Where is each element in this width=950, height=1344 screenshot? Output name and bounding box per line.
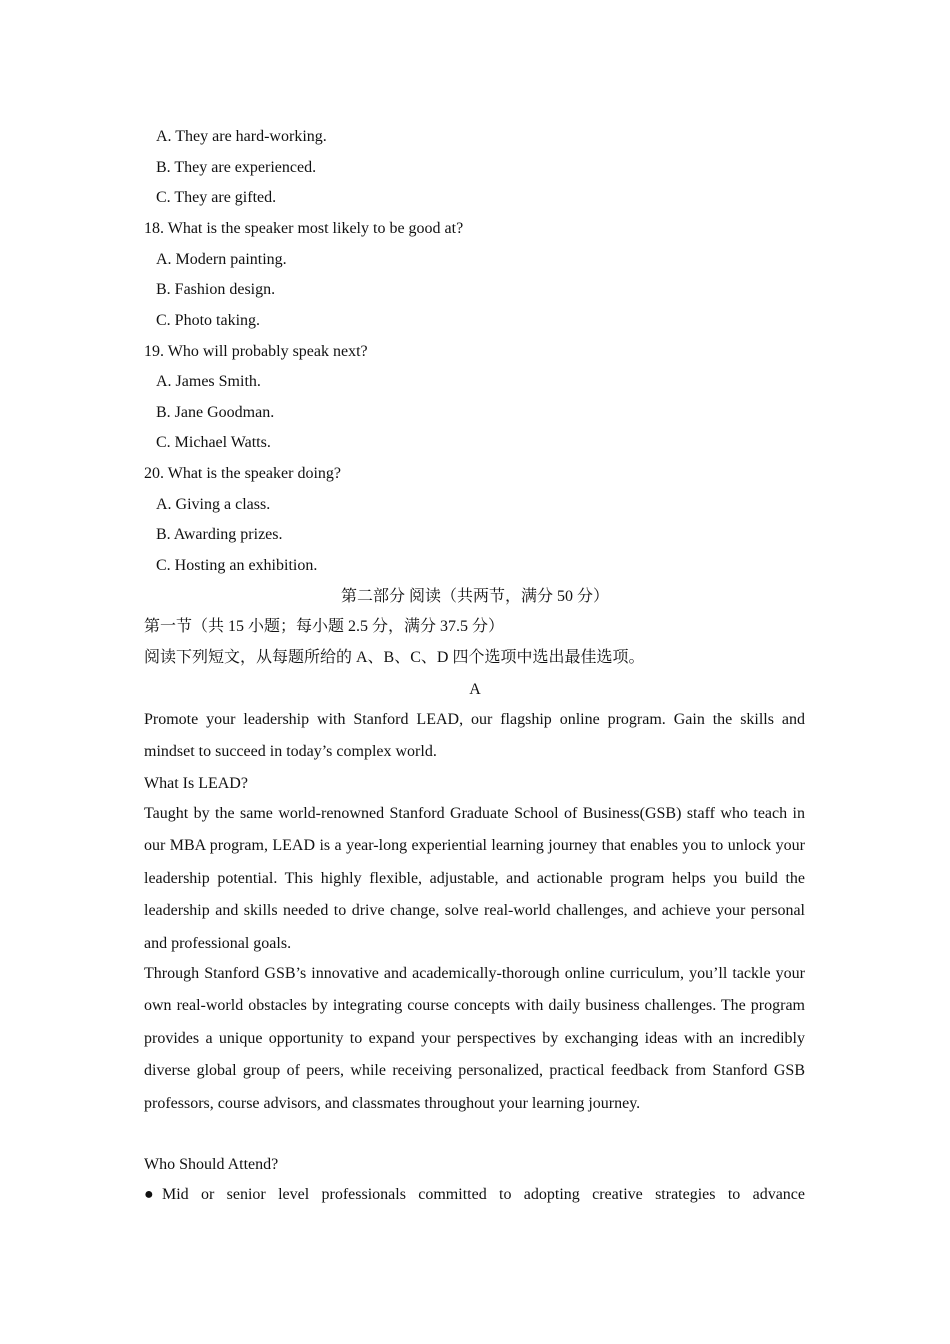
q17-option-a: A. They are hard-working. <box>156 128 327 145</box>
q18-question: 18. What is the speaker most likely to be good at? <box>144 220 464 237</box>
q19-option-a: A. James Smith. <box>156 373 261 390</box>
q17-option-b: B. They are experienced. <box>156 159 317 176</box>
passage-intro: Promote your leadership with Stanford LEAD, our flagship online program. Gain the skills and mindset to succeed in today’s complex world. <box>144 711 805 761</box>
part2-heading: 第二部分 阅读（共两节，满分 50 分） <box>340 588 609 605</box>
what-paragraph: Taught by the same world-renowned Stanford Graduate School of Business(GSB) staff who teach in our MBA program, LEAD is a year-long experiential learning journey that enables you to unlock your leadership potential. This highly flexible, adjustable, and actionable program helps you build the leadership and skills needed to drive change, solve real-world challenges, and achieve your personal and professional goals. <box>144 805 805 952</box>
section-heading-who: Who Should Attend? <box>144 1156 279 1173</box>
section-heading-what: What Is LEAD? <box>144 775 248 792</box>
passage-label: A <box>469 681 481 698</box>
q19-question: 19. Who will probably speak next? <box>144 343 368 360</box>
q20-option-a: A. Giving a class. <box>156 496 271 513</box>
q20-question: 20. What is the speaker doing? <box>144 465 341 482</box>
q20-option-b: B. Awarding prizes. <box>156 526 283 543</box>
through-paragraph: Through Stanford GSB’s innovative and academically-thorough online curriculum, you’ll tackle your own real-world obstacles by integrating course concepts with daily business challenges. The program provides a unique opportunity to expand your perspectives by exchanging ideas with an incredibly diverse global group of peers, while receiving personalized, practical feedback from Stanford GSB professors, course advisors, and classmates throughout your learning journey. <box>144 965 805 1112</box>
q19-option-b: B. Jane Goodman. <box>156 404 275 421</box>
q17-option-c: C. They are gifted. <box>156 189 277 206</box>
q18-option-c: C. Photo taking. <box>156 312 261 329</box>
section1-heading: 第一节（共 15 小题；每小题 2.5 分，满分 37.5 分） <box>144 618 505 635</box>
q18-option-a: A. Modern painting. <box>156 251 287 268</box>
q19-option-c: C. Michael Watts. <box>156 434 271 451</box>
q18-option-b: B. Fashion design. <box>156 281 276 298</box>
q20-option-c: C. Hosting an exhibition. <box>156 557 318 574</box>
reading-instruction: 阅读下列短文，从每题所给的 A、B、C、D 四个选项中选出最佳选项。 <box>144 649 645 666</box>
attendee-bullet: ●Mid or senior level professionals committed to adopting creative strategies to advance <box>144 1186 805 1203</box>
